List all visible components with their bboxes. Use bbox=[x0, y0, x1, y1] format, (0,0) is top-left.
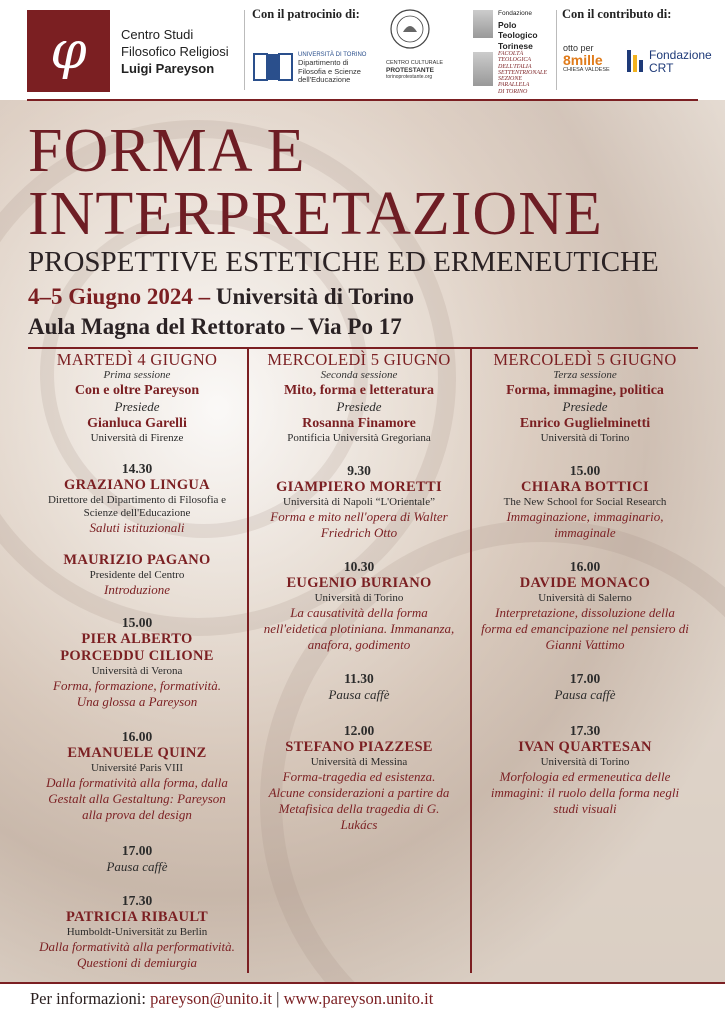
title-line2: INTERPRETAZIONE bbox=[28, 180, 603, 248]
talk-item: 17.30 PATRICIA RIBAULT Humboldt-Universität zu Berlin Dalla formatività alla performatività. Questioni di demiurgia bbox=[39, 893, 235, 970]
crt-logo: Fondazione CRT bbox=[627, 49, 717, 75]
email-link[interactable]: pareyson@unito.it bbox=[150, 989, 273, 1008]
talk-item: 15.00 PIER ALBERTO PORCEDDU CILIONE Università di Verona Forma, formazione, formatività. Una glossa a Pareyson bbox=[53, 615, 221, 709]
talk-item: 10.30 EUGENIO BURIANO Università di Torino La causatività della forma nell'eidetica plotiniana. Immananza, anafora, godimento bbox=[263, 559, 455, 652]
chair-name: Rosanna Finamore bbox=[302, 416, 416, 431]
header-divider bbox=[244, 10, 245, 90]
organization-name: Centro Studi Filosofico Religiosi Luigi Pareyson bbox=[121, 27, 229, 76]
talk-item: 9.30 GIAMPIERO MORETTI Università di Napoli “L'Orientale” Forma e mito nell'opera di Walter Friedrich Otto bbox=[270, 463, 448, 540]
subtitle: PROSPETTIVE ESTETICHE ED ERMENEUTICHE bbox=[28, 246, 659, 278]
presiede-label: Presiede bbox=[562, 399, 608, 414]
dfe-logo bbox=[253, 50, 293, 84]
dfe-logo-icon bbox=[253, 50, 293, 84]
header-rule bbox=[27, 99, 698, 101]
pause-item: 11.30 Pausa caffè bbox=[328, 671, 390, 702]
ottopermille-logo: otto per 8mille CHIESA VALDESE bbox=[563, 43, 610, 73]
session-number: Prima sessione bbox=[103, 369, 171, 381]
footer-info bbox=[30, 989, 433, 1009]
pause-item: 17.00 Pausa caffè bbox=[106, 843, 168, 874]
footer-label: Per informazioni: bbox=[30, 989, 151, 1008]
pause-item: 17.00 Pausa caffè bbox=[554, 671, 616, 702]
contribution-label: Con il contributo di: bbox=[562, 7, 672, 21]
patronage-label: Con il patrocinio di: bbox=[252, 7, 360, 21]
talk-item: MAURIZIO PAGANO Presidente del Centro Introduzione bbox=[63, 552, 211, 597]
patron-dfe-name: Dipartimento di Filosofia e Scienze dell'Educazione bbox=[298, 58, 361, 84]
talk-item: 16.00 DAVIDE MONACO Università di Salerno Interpretazione, dissoluzione della forma ed emancipazione nel pensiero di Gianni Vattimo bbox=[481, 559, 689, 652]
footer-separator: | bbox=[272, 989, 284, 1008]
presiede-label: Presiede bbox=[336, 399, 382, 414]
talk-item: 15.00 CHIARA BOTTICI The New School for Social Research Immaginazione, immaginario, immaginale bbox=[503, 463, 667, 540]
chair-affiliation: Università di Firenze bbox=[90, 432, 184, 444]
website-link[interactable]: www.pareyson.unito.it bbox=[283, 989, 434, 1008]
phi-logo-icon: φ bbox=[50, 21, 87, 81]
program-rule bbox=[28, 347, 698, 349]
university-seal bbox=[389, 8, 431, 50]
centro-logo bbox=[27, 10, 110, 92]
talk-item: 16.00 EMANUELE QUINZ Université Paris VIII Dalla formatività alla forma, dalla Gestalt alla Gestaltung: Pareyson alla prova del design bbox=[46, 729, 228, 822]
chair-name: Enrico Guglielminetti bbox=[519, 416, 651, 431]
day-heading: MERCOLEDÌ 5 GIUGNO bbox=[493, 350, 677, 369]
session-title: Mito, forma e letteratura bbox=[283, 383, 435, 398]
title-line1: FORMA E bbox=[28, 117, 306, 185]
chair-affiliation: Pontificia Università Gregoriana bbox=[287, 432, 431, 444]
polo-teologico-emblem-icon bbox=[473, 10, 493, 38]
seal-icon bbox=[389, 8, 431, 50]
session-title: Forma, immagine, politica bbox=[506, 383, 664, 398]
facolta-emblem-icon bbox=[473, 52, 493, 86]
day-heading: MERCOLEDÌ 5 GIUGNO bbox=[267, 350, 451, 369]
header-bar: φ Centro Studi Filosofico Religiosi Luigi Pareyson Con il patrocinio di: UNIVERSITÀ DI TORINO Dipartimento di Filosofia e Scienze dell'Educazione CENTRO CULTURALE PROTESTANTE torinoprotestante.org Fondazione Polo Teologico Torinese FACOLTÀ TEOLOGICA DELL'ITALIA SETTENTRIONALE SEZIONE PARALLELA DI TORINO Con il contributo di: otto per 8mille CHIESA VALDESE Fondazione CRT bbox=[0, 0, 725, 100]
talk-item: 17.30 IVAN QUARTESAN Università di Torino Morfologia ed ermeneutica delle immagini: il ruolo della forma negli studi visuali bbox=[490, 723, 680, 816]
talk-item: 14.30 GRAZIANO LINGUA Direttore del Dipartimento di Filosofia e Scienze dell'Educazione Saluti istituzionali bbox=[47, 461, 227, 535]
presiede-label: Presiede bbox=[114, 399, 160, 414]
facolta-teologica-name: FACOLTÀ TEOLOGICA DELL'ITALIA SETTENTRIONALE SEZIONE PARALLELA DI TORINO bbox=[498, 51, 548, 95]
header-divider bbox=[556, 10, 557, 90]
event-venue: Aula Magna del Rettorato – Via Po 17 bbox=[28, 314, 402, 339]
centro-protestante-logo: CENTRO CULTURALE PROTESTANTE torinoprotestante.org bbox=[386, 60, 444, 80]
chair-affiliation: Università di Torino bbox=[540, 432, 630, 444]
event-dates: 4–5 Giugno 2024 – Università di Torino bbox=[28, 284, 414, 309]
polo-teologico-name: Fondazione Polo Teologico Torinese bbox=[498, 10, 538, 51]
session-number: Seconda sessione bbox=[320, 369, 398, 381]
crt-bars-icon bbox=[627, 50, 645, 72]
day-heading: MARTEDÌ 4 GIUGNO bbox=[56, 350, 218, 369]
talk-item: 12.00 STEFANO PIAZZESE Università di Messina Forma-tragedia ed esistenza. Alcune considerazioni a partire da Metafisica della tragedia di G. Lukács bbox=[268, 723, 450, 832]
session-title: Con e oltre Pareyson bbox=[74, 383, 200, 398]
chair-name: Gianluca Garelli bbox=[87, 416, 187, 431]
session-number: Terza sessione bbox=[553, 369, 617, 381]
